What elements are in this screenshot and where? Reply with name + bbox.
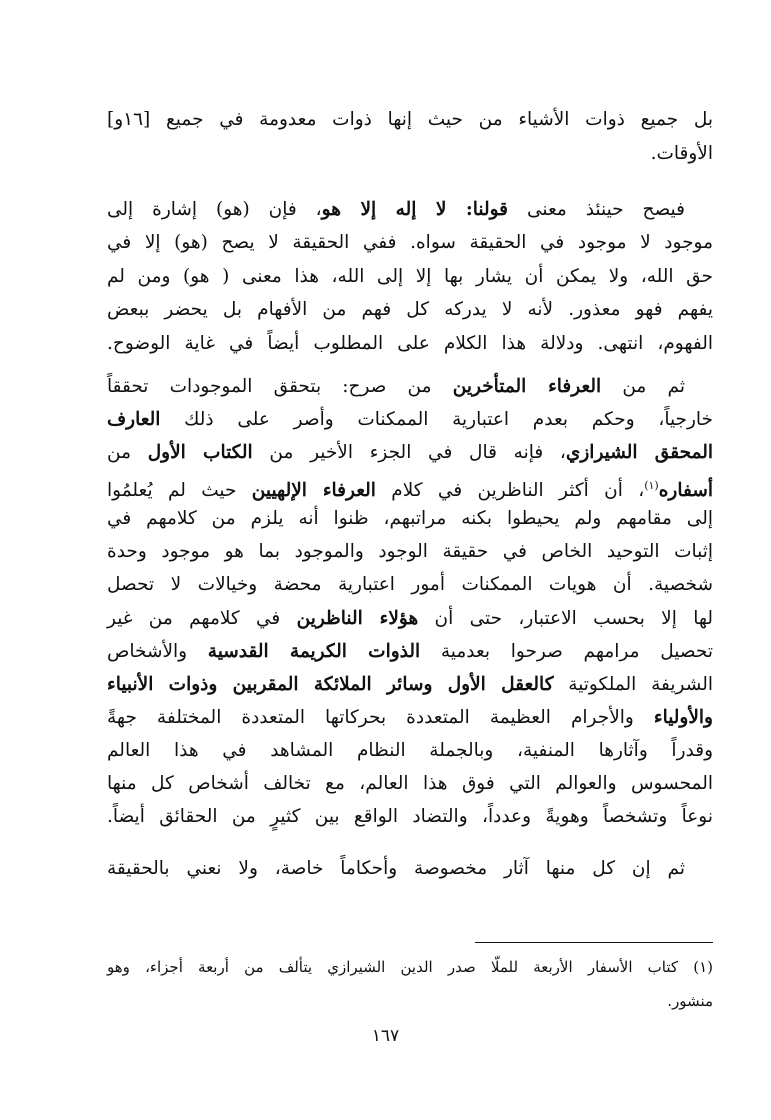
text-segment: فيصح حينئذ معنى — [508, 199, 685, 220]
text-segment: الفهوم، انتهى. ودلالة هذا الكلام على المطلوب أيضاً في غاية الوضوح. — [107, 333, 713, 354]
text-line — [107, 736, 713, 766]
text-line — [107, 372, 713, 402]
text-segment: يفهم فهو معذور. لأنه لا يدركه كل فهم من الأفهام بل يحضر ببعض — [107, 299, 713, 320]
text-line — [107, 139, 713, 169]
footnote-line — [107, 986, 713, 1016]
text-line — [107, 604, 713, 634]
text-line — [107, 570, 713, 600]
bold-text: قولنا: لا إله إلا هو — [321, 199, 508, 220]
text-line — [107, 537, 713, 567]
text-line — [107, 637, 713, 667]
page-number: ١٦٧ — [371, 1026, 400, 1046]
footnote-line — [107, 952, 713, 982]
footnote-marker: (١) — [644, 479, 659, 492]
text-segment: بل جميع ذوات الأشياء من حيث إنها ذوات معدومة في جميع [١٦و] — [107, 109, 713, 130]
text-line — [107, 228, 713, 258]
text-segment: نوعاً وتشخصاً وهويةً وعدداً، والتضاد الواقع بين كثيرٍ من الحقائق أيضاً. — [107, 806, 713, 827]
text-segment: إثبات التوحيد الخاص في حقيقة الوجود والموجود بما هو موجود وحدة — [107, 541, 713, 562]
text-line — [107, 329, 713, 359]
text-segment: خارجياً، وحكم بعدم اعتبارية الممكنات وأصر على ذلك — [160, 409, 713, 430]
text-segment: من — [107, 442, 148, 463]
text-segment: ثم إن كل منها آثار مخصوصة وأحكاماً خاصة، ولا نعني بالحقيقة — [107, 858, 685, 879]
bold-text: كالعقل الأول وسائر الملائكة المقربين وذوات الأنبياء — [107, 674, 554, 695]
footnote-divider — [475, 942, 713, 943]
text-segment: لها إلا بحسب الاعتبار، حتى أن — [418, 608, 713, 629]
text-segment: ثم من — [601, 376, 685, 397]
text-line — [107, 105, 713, 135]
bold-text: الذوات الكريمة القدسية — [207, 641, 421, 662]
text-segment: منشور. — [667, 992, 713, 1010]
text-segment: حيث لم يُعلمُوا — [107, 480, 252, 502]
text-segment: الأوقات. — [650, 143, 713, 164]
text-line — [107, 438, 713, 468]
text-segment: (١) كتاب الأسفار الأربعة للملّا صدر الدين الشيرازي يتألف من أربعة أجزاء، وهو — [107, 958, 713, 976]
text-segment: في كلامهم من غير — [107, 608, 297, 629]
text-segment: والأجرام العظيمة المتعددة بحركاتها المتعددة المختلفة جهةً — [107, 707, 654, 728]
text-segment: المحسوس والعوالم التي فوق هذا العالم، مع تخالف أشخاص كل منها — [107, 773, 713, 794]
text-line — [107, 504, 713, 534]
bold-text: الكتاب الأول — [147, 442, 253, 463]
bold-text: العرفاء الإلهيين — [251, 480, 376, 502]
text-segment: الشريفة الملكوتية — [553, 674, 713, 695]
bold-text: العارف — [107, 409, 161, 430]
text-segment: حق الله، ولا يمكن أن يشار بها إلا إلى الله، هذا معنى ( هو) ومن لم — [107, 266, 713, 287]
bold-text: العرفاء المتأخرين — [452, 376, 602, 397]
text-segment: ، أن أكثر الناظرين في كلام — [375, 480, 645, 502]
text-line — [107, 854, 713, 884]
bold-text: المحقق الشيرازي — [565, 442, 713, 463]
text-line — [107, 295, 713, 325]
text-line — [107, 471, 713, 506]
text-line — [107, 802, 713, 832]
text-segment: والأشخاص — [107, 641, 208, 662]
text-line — [107, 405, 713, 435]
text-segment: وقدراً وآثارها المنفية، وبالجملة النظام المشاهد في هذا العالم — [107, 740, 713, 761]
text-line — [107, 262, 713, 292]
bold-text: أسفاره — [658, 480, 713, 502]
text-segment: ، فإنه قال في الجزء الأخير من — [252, 442, 566, 463]
text-line — [107, 769, 713, 799]
bold-text: هؤلاء الناظرين — [296, 608, 419, 629]
text-segment: شخصية. أن هويات الممكنات أمور اعتبارية محضة وخيالات لا تحصل — [107, 574, 713, 595]
text-line — [107, 195, 713, 225]
text-segment: من صرح: بتحقق الموجودات تحققاً — [107, 376, 453, 397]
text-segment: ، فإن (هو) إشارة إلى — [107, 199, 322, 220]
text-segment: موجود لا موجود في الحقيقة سواه. ففي الحقيقة لا يصح (هو) إلا في — [107, 232, 713, 253]
text-segment: إلى مقامهم ولم يحيطوا بكنه مراتبهم، ظنوا أنه يلزم من كلامهم في — [107, 508, 713, 529]
bold-text: والأولياء — [653, 707, 713, 728]
text-segment: تحصيل مرامهم صرحوا بعدمية — [420, 641, 714, 662]
text-line — [107, 703, 713, 733]
text-line — [107, 670, 713, 700]
